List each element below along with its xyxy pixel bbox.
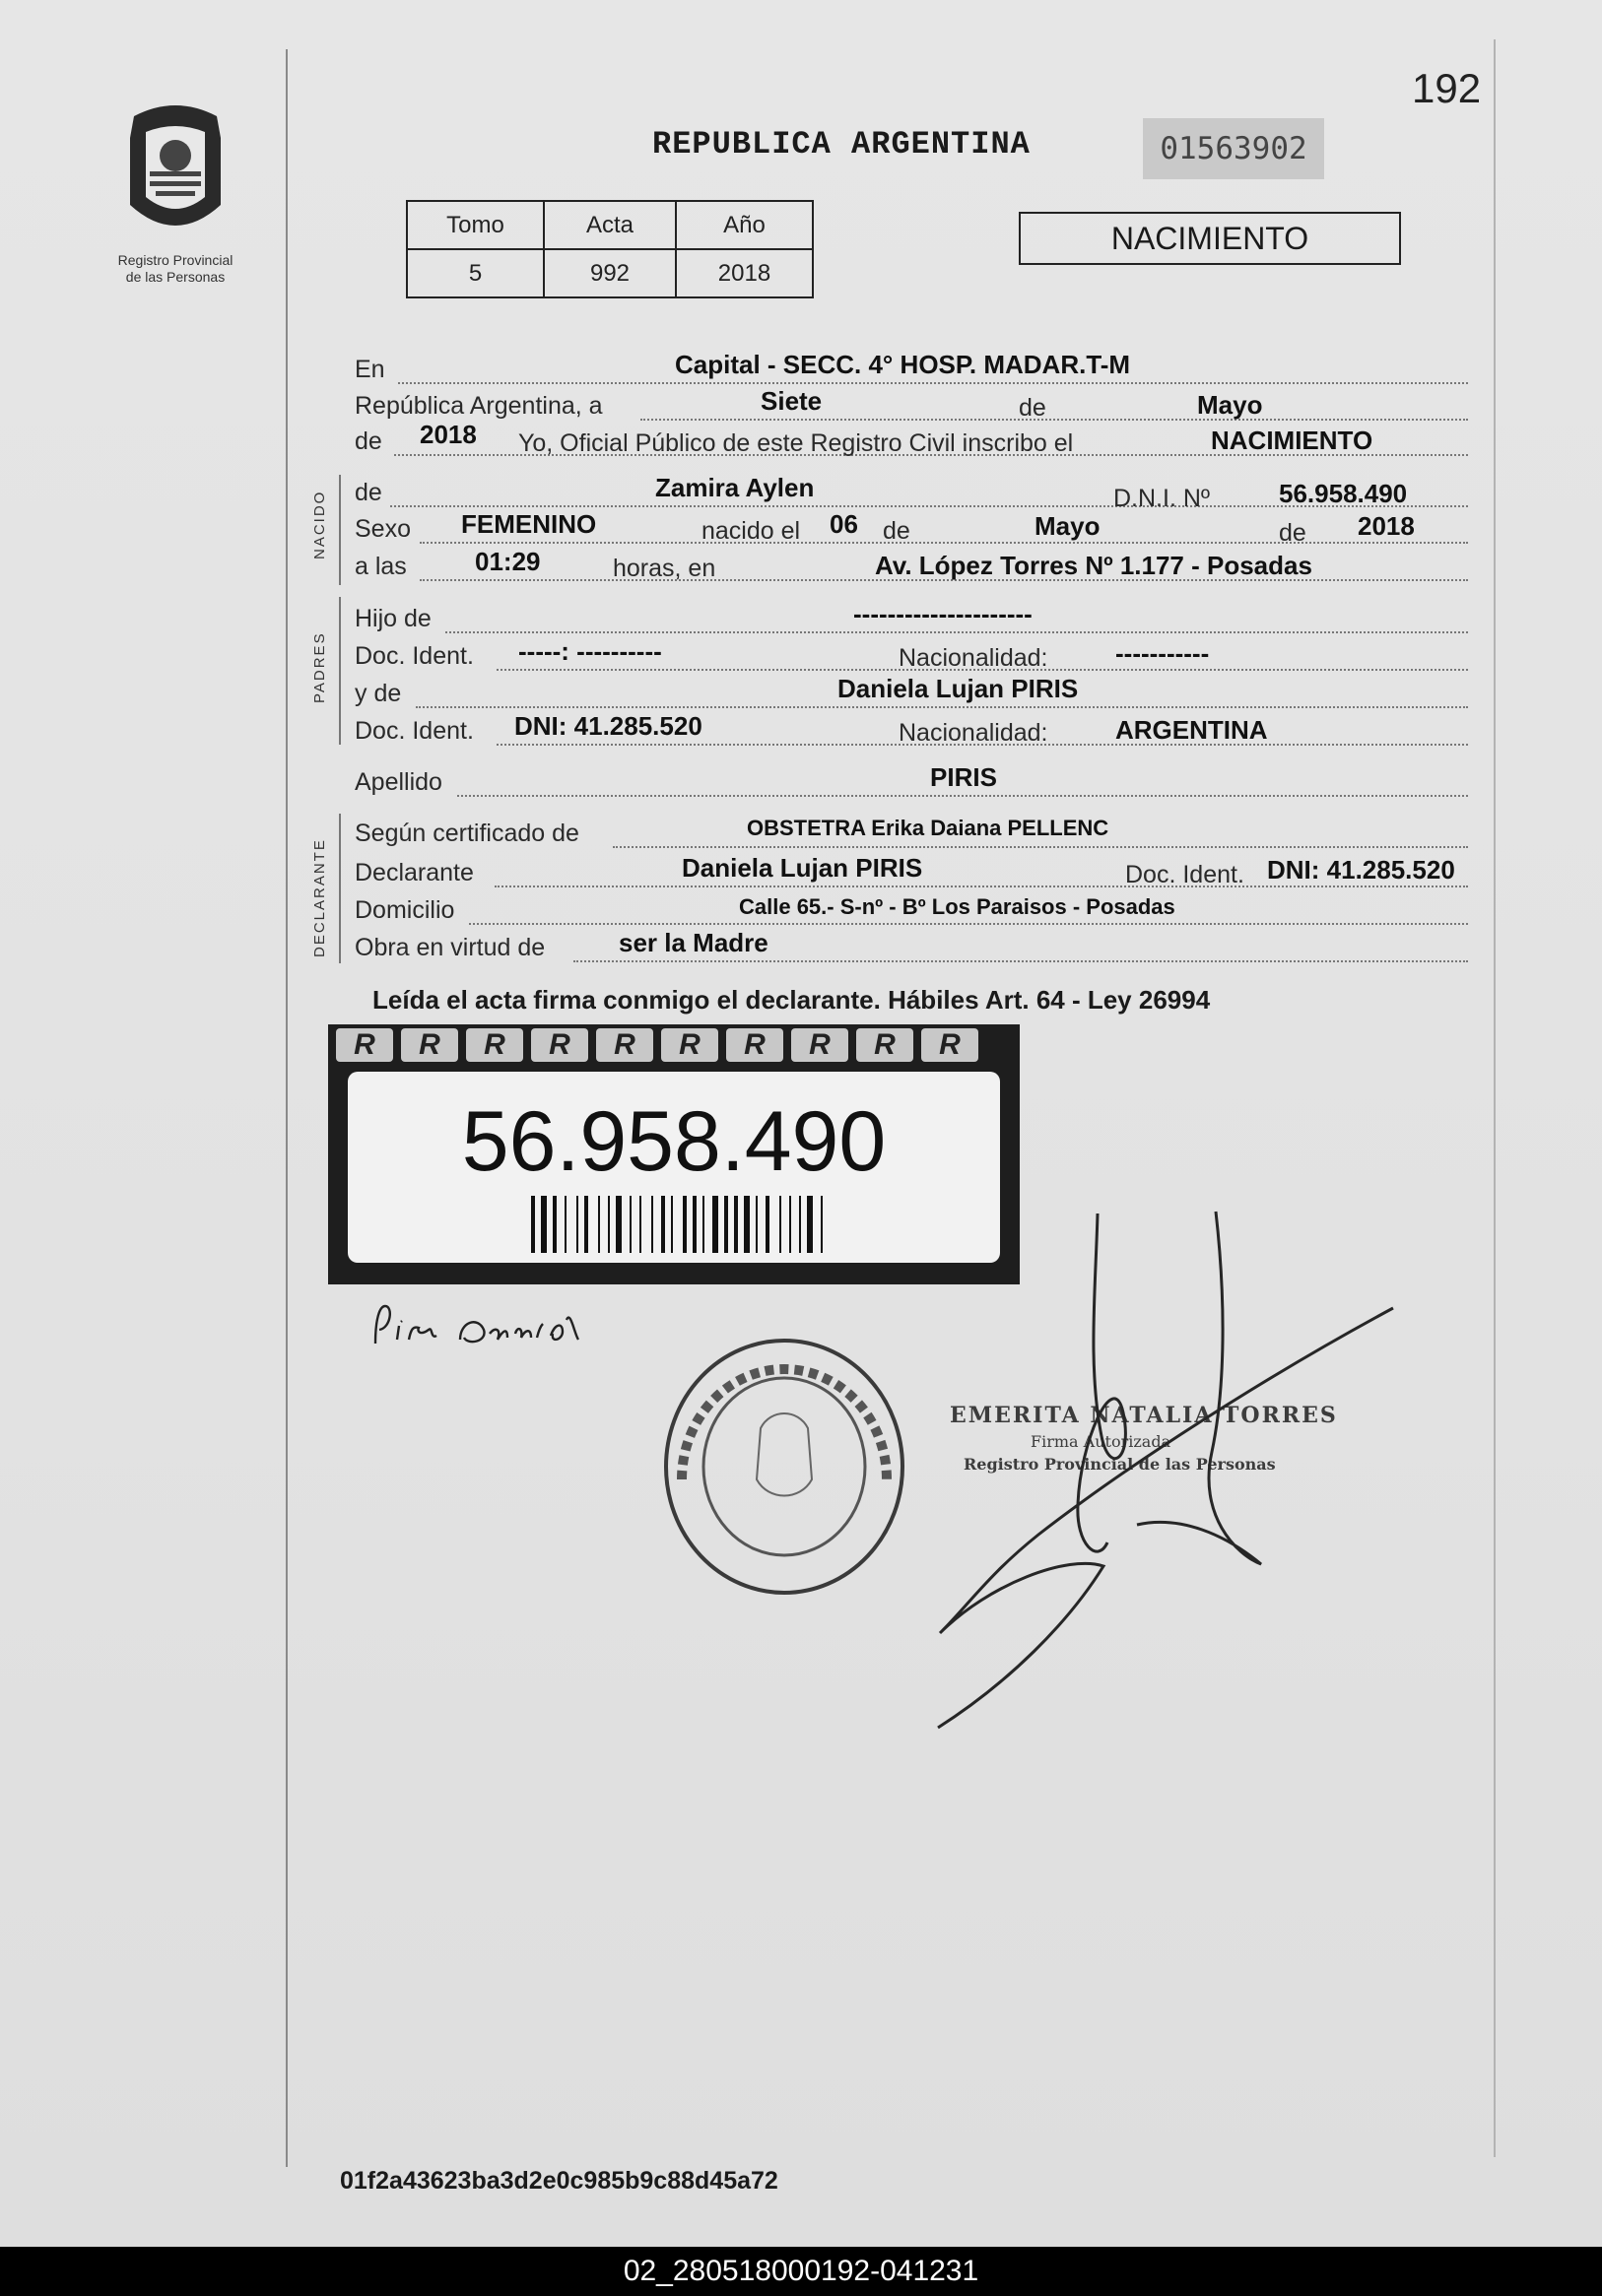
acta-table-header [407,201,813,249]
row-hijo-de [355,599,1468,634]
sexo-label: Sexo [355,515,411,543]
row-republica [355,386,1468,422]
month-written: Mayo [1197,390,1263,420]
file-id-bar [0,2247,1602,2296]
serial-number: 01563902 [1143,118,1324,179]
birth-place: Av. López Torres Nº 1.177 - Posadas [875,551,1312,580]
anio-value: 2018 [676,249,813,297]
segun-label: Según certificado de [355,820,579,847]
en-value: Capital - SECC. 4° HOSP. MADAR.T-M [675,350,1131,379]
registry-logo [97,98,254,286]
row-sexo [355,509,1468,545]
domicilio-label: Domicilio [355,896,455,924]
section-label-padres: PADRES [311,631,328,703]
en-label: En [355,356,385,383]
domicilio-value: Calle 65.- S-nº - Bº Los Paraisos - Posadas [739,894,1175,919]
official-seal-icon [652,1332,916,1602]
nacido-de-label-2: de [883,517,910,545]
official-signature [930,1210,1413,1732]
row-anio [355,422,1468,457]
declarant-signature [369,1300,606,1359]
segun-value: OBSTETRA Erika Daiana PELLENC [747,816,1109,840]
document-type-box: NACIMIENTO [1019,212,1401,265]
declarante-label: Declarante [355,859,474,886]
row-obra [355,928,1468,963]
row-segun [355,814,1468,849]
mother-nationality: ARGENTINA [1115,715,1268,745]
row-y-de [355,674,1468,709]
doc-ident-value-1: -----: ---------- [518,636,662,666]
day-written: Siete [761,386,823,416]
row-hora [355,547,1468,582]
section-label-declarante: DECLARANTE [311,838,328,957]
mother-dni: DNI: 41.285.520 [514,711,702,741]
obra-label: Obra en virtud de [355,934,546,961]
birth-year: 2018 [1358,511,1415,541]
birth-day: 06 [830,509,858,539]
hijo-de-value: --------------------- [853,599,1033,628]
declarante-doc: DNI: 41.285.520 [1267,855,1455,885]
section-label-nacido: NACIDO [311,490,328,559]
declarante-value: Daniela Lujan PIRIS [682,853,923,883]
apellido-value: PIRIS [930,762,997,792]
left-margin-line [286,49,288,2167]
birth-time: 01:29 [475,547,541,576]
nacido-el-label: nacido el [701,517,801,545]
document-hash: 01f2a43623ba3d2e0c985b9c88d45a72 [340,2167,778,2195]
declarante-doc-label: Doc. Ident. [1125,861,1244,888]
anio-label: de [355,427,382,455]
dni-label: D.N.I. Nº [1113,485,1211,512]
acta-table [406,200,814,298]
nacido-de-label: de [355,479,382,506]
row-declarante [355,853,1468,888]
child-name: Zamira Aylen [655,473,815,502]
doc-ident-label-2: Doc. Ident. [355,717,474,745]
a-las-label: a las [355,553,407,580]
anio-text: Yo, Oficial Público de este Registro Civil inscribo el [518,429,1074,457]
anio-header: Año [676,201,813,249]
row-nacido-name [355,473,1468,512]
row-apellido [355,762,1468,798]
page-number: 192 [1412,65,1482,111]
doc-ident-label-1: Doc. Ident. [355,642,474,670]
record-type: NACIMIENTO [1211,426,1373,455]
republica-label: República Argentina, a [355,392,603,420]
child-dni: 56.958.490 [1279,479,1408,508]
nacido-de-label-3: de [1279,519,1306,547]
row-en [355,350,1468,385]
file-id: 02_280518000192-041231 [623,2255,979,2287]
horas-label: horas, en [613,555,716,582]
right-margin-line [1494,39,1496,2157]
row-doc-ident-1 [355,636,1468,672]
closing-statement: Leída el acta firma conmigo el declarante. Hábiles Art. 64 - Ley 26994 [372,985,1211,1015]
acta-header: Acta [544,201,676,249]
barcode-icon [531,1196,915,1253]
dni-card-inner [348,1072,1000,1263]
y-de-label: y de [355,680,402,707]
nacionalidad-label-2: Nacionalidad: [899,719,1048,747]
row-domicilio [355,890,1468,926]
obra-value: ser la Madre [619,928,768,957]
official-office: Registro Provincial de las Personas [964,1455,1276,1474]
republica-de-label: de [1019,394,1046,422]
tomo-header: Tomo [407,201,544,249]
tomo-value: 5 [407,249,544,297]
country-title: REPUBLICA ARGENTINA [652,126,1031,163]
official-role: Firma Autorizada [1031,1432,1171,1451]
hijo-de-label: Hijo de [355,605,432,632]
mother-name: Daniela Lujan PIRIS [837,674,1079,703]
dni-card-number: 56.958.490 [461,1094,887,1189]
birth-month: Mayo [1035,511,1101,541]
logo-caption: Registro Provincial de las Personas [117,252,234,285]
nacionalidad-value-1: ----------- [1115,638,1210,668]
sexo-value: FEMENINO [461,509,597,539]
row-doc-ident-2 [355,711,1468,747]
apellido-label: Apellido [355,768,442,796]
acta-table-row [407,249,813,297]
anio-value: 2018 [420,420,477,449]
nacionalidad-label-1: Nacionalidad: [899,644,1048,672]
official-name: EMERITA NATALIA TORRES [950,1403,1338,1428]
acta-value: 992 [544,249,676,297]
province-seal-icon [126,98,225,246]
dni-card [328,1024,1020,1284]
dni-card-pattern: R R R R R R R R R R [328,1028,1020,1066]
